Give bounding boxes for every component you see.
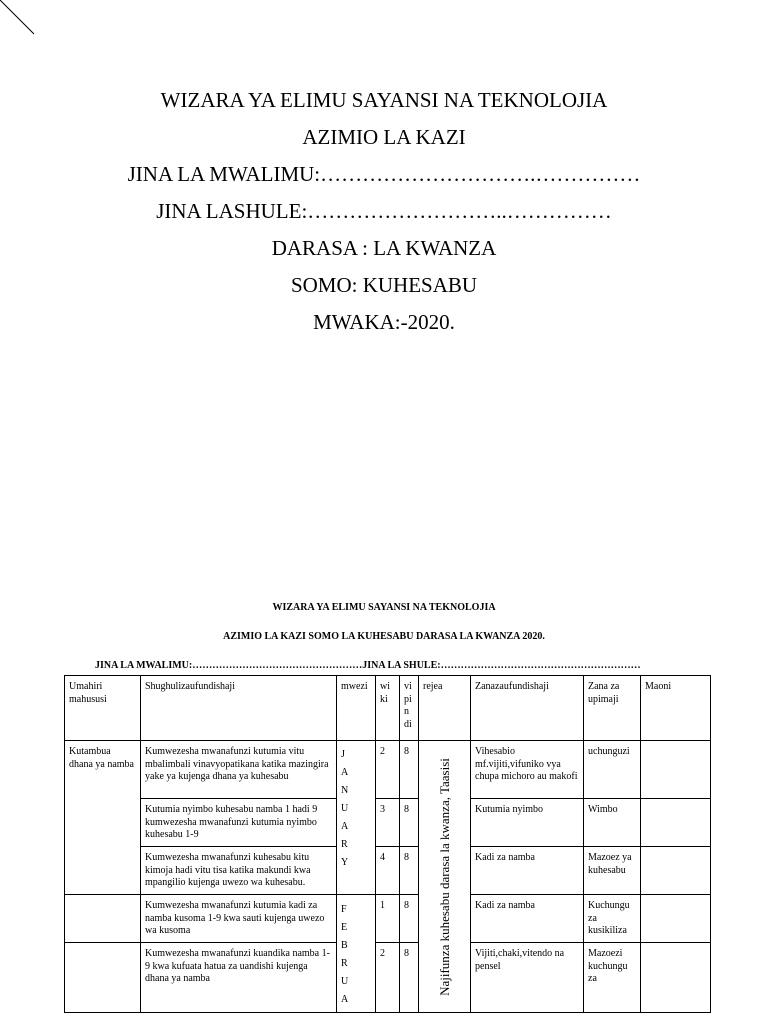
cell-umahiri: Kutambua dhana ya namba xyxy=(65,741,141,895)
cell-month-february: F E B R U A xyxy=(337,895,376,1013)
cell-shughuli: Kumwezesha mwanafunzi kuandika namba 1-9 kwa kufuata hatua za uandishi kujenga dhana ya namba xyxy=(141,943,337,1013)
table-row xyxy=(65,847,711,895)
section-info-line: JINA LA MWALIMU:……………………………………………JINA LA SHULE:…………………………………………………… xyxy=(95,660,641,671)
page-corner-fold-line xyxy=(0,0,48,48)
cell-zana: Vijiti,chaki,vitendo na pensel xyxy=(471,943,584,1013)
header-upimaji: Zana za upimaji xyxy=(584,676,641,741)
cell-wiki: 2 xyxy=(376,741,400,799)
cell-maoni xyxy=(641,741,711,799)
cell-rejea xyxy=(419,741,471,1013)
cell-umahiri xyxy=(65,895,141,943)
cover-subject-line: SOMO: KUHESABU xyxy=(290,273,478,297)
cell-wiki: 1 xyxy=(376,895,400,943)
cell-vipindi: 8 xyxy=(400,741,419,799)
cell-upimaji: Mazoezi kuchungu za xyxy=(584,943,641,1013)
cover-school-name-line: JINA LASHULE:………………………..…………… xyxy=(156,199,612,223)
header-vipindi: vi pi n di xyxy=(400,676,419,741)
cell-wiki: 2 xyxy=(376,943,400,1013)
cell-vipindi: 8 xyxy=(400,799,419,847)
cell-shughuli: Kumwezesha mwanafunzi kuhesabu kitu kimoja hadi vitu tisa katika makundi kwa mpangilio kujenga uwezo wa kuhesabu. xyxy=(141,847,337,895)
cell-wiki: 3 xyxy=(376,799,400,847)
cover-class-line: DARASA : LA KWANZA xyxy=(271,236,497,260)
cell-maoni xyxy=(641,799,711,847)
cell-upimaji: Wimbo xyxy=(584,799,641,847)
cell-shughuli: Kutumia nyimbo kuhesabu namba 1 hadi 9 kumwezesha mwanafunzi kutumia nyimbo kuhesabu 1-9 xyxy=(141,799,337,847)
header-umahiri: Umahiri mahususi xyxy=(65,676,141,741)
cell-upimaji: Kuchungu za kusikiliza xyxy=(584,895,641,943)
cell-maoni xyxy=(641,895,711,943)
cell-umahiri xyxy=(65,943,141,1013)
header-rejea: rejea xyxy=(419,676,471,741)
header-wiki: wi ki xyxy=(376,676,400,741)
table-row xyxy=(65,799,711,847)
cell-zana: Vihesabio mf.vijiti,vifuniko vya chupa michoro au makofi xyxy=(471,741,584,799)
table-header-row xyxy=(65,676,711,741)
table-row xyxy=(65,895,711,943)
table-row xyxy=(65,943,711,1013)
cell-wiki: 4 xyxy=(376,847,400,895)
cover-ministry: WIZARA YA ELIMU SAYANSI NA TEKNOLOJIA xyxy=(160,88,608,112)
section-title: AZIMIO LA KAZI SOMO LA KUHESABU DARASA LA KWANZA 2020. xyxy=(223,631,545,642)
header-zana: Zanazaufundishaji xyxy=(471,676,584,741)
scheme-of-work-table xyxy=(64,675,711,1013)
cell-shughuli: Kumwezesha mwanafunzi kutumia kadi za namba kusoma 1-9 kwa sauti kujenga uwezo wa kusoma xyxy=(141,895,337,943)
cell-upimaji: Mazoez ya kuhesabu xyxy=(584,847,641,895)
cell-vipindi: 8 xyxy=(400,847,419,895)
cover-teacher-name-line: JINA LA MWALIMU:………………………….…………… xyxy=(127,162,641,186)
table-row xyxy=(65,741,711,799)
cell-maoni xyxy=(641,943,711,1013)
cover-block xyxy=(0,82,768,341)
cell-vipindi: 8 xyxy=(400,895,419,943)
section-ministry: WIZARA YA ELIMU SAYANSI NA TEKNOLOJIA xyxy=(272,602,496,613)
cell-vipindi: 8 xyxy=(400,943,419,1013)
cell-zana: Kutumia nyimbo xyxy=(471,799,584,847)
cell-zana: Kadi za namba xyxy=(471,847,584,895)
cover-year-line: MWAKA:-2020. xyxy=(313,310,455,334)
rejea-vertical-text: Najifunza kuhesabu darasa la kwanza, Taasisi xyxy=(436,758,452,996)
header-shughuli: Shughulizaufundishaji xyxy=(141,676,337,741)
cell-maoni xyxy=(641,847,711,895)
header-mwezi: mwezi xyxy=(337,676,376,741)
cover-doc-title: AZIMIO LA KAZI xyxy=(302,125,466,149)
cell-month-january: J A N U A R Y xyxy=(337,741,376,895)
cell-upimaji: uchunguzi xyxy=(584,741,641,799)
header-maoni: Maoni xyxy=(641,676,711,741)
cell-zana: Kadi za namba xyxy=(471,895,584,943)
cell-shughuli: Kumwezesha mwanafunzi kutumia vitu mbalimbali vinavyopatikana katika mazingira yake ya kujenga dhana ya kuhesabu xyxy=(141,741,337,799)
